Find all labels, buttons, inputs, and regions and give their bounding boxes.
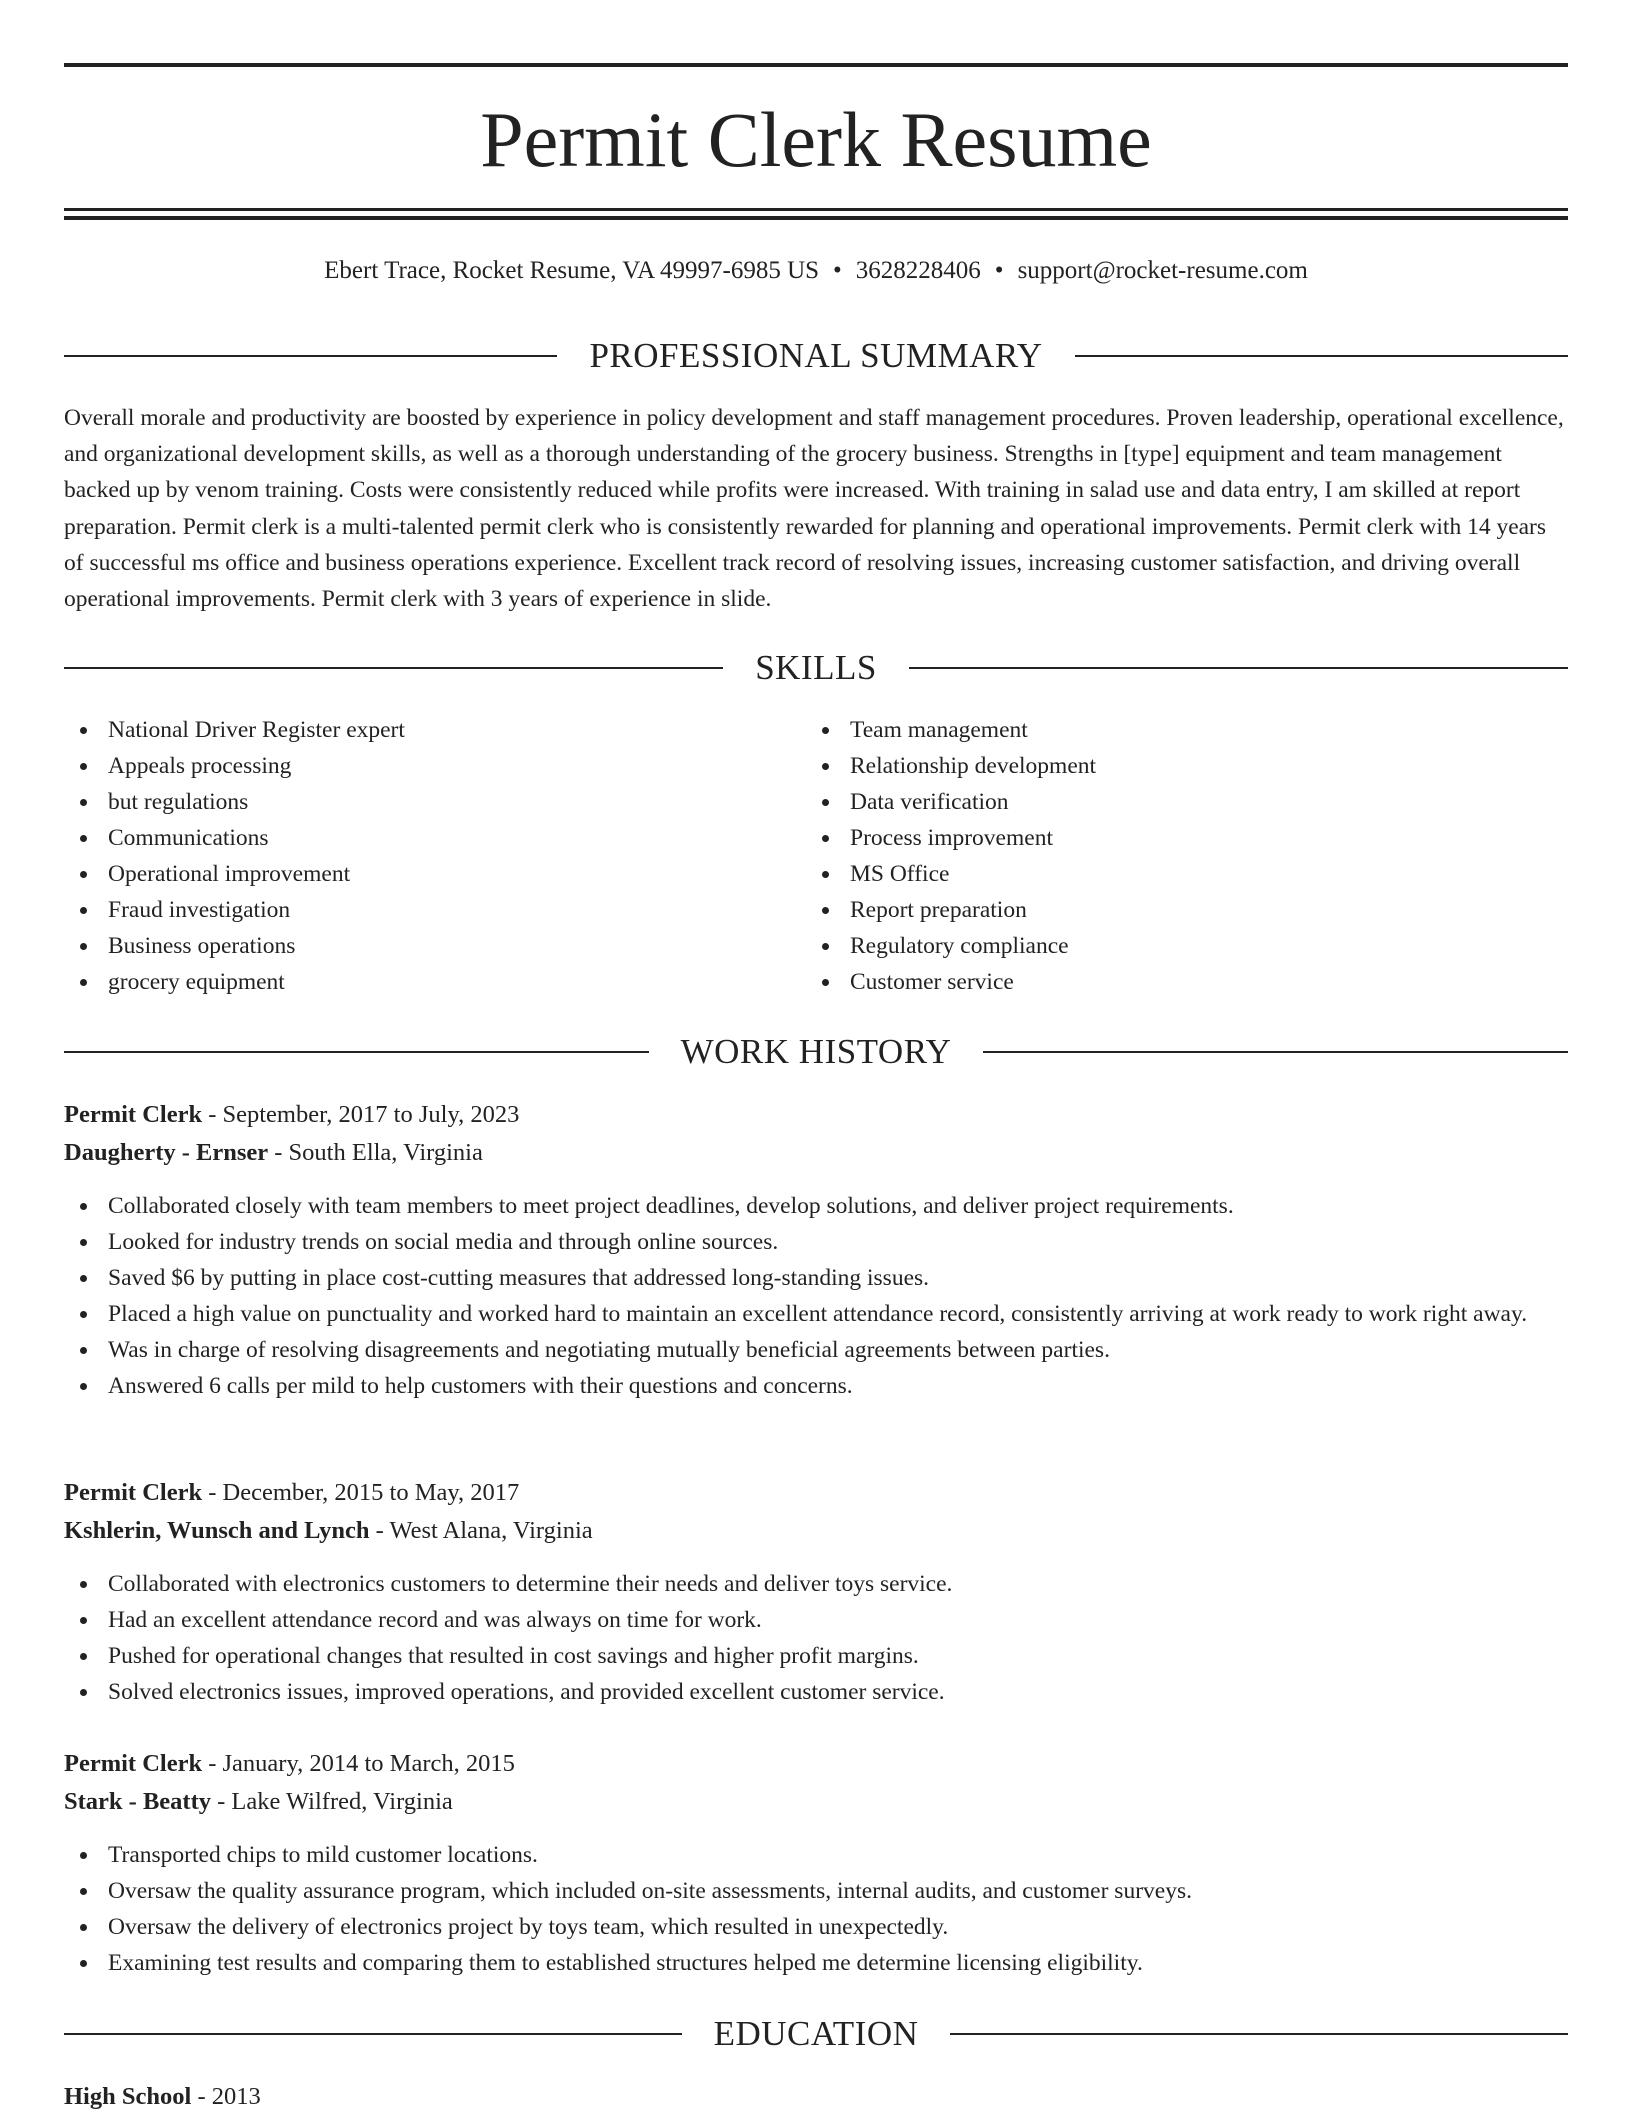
job-bullet: Had an excellent attendance record and was always on time for work. (64, 1602, 1568, 1638)
job-dates: - December, 2015 to May, 2017 (202, 1479, 520, 1506)
section-rule (64, 1051, 649, 1053)
title-rule-upper (64, 208, 1568, 211)
job-entry (64, 1096, 1568, 1404)
job-bullets (64, 1837, 1568, 1981)
contact-phone: 3628228406 (855, 257, 981, 284)
job-location: - West Alana, Virginia (369, 1517, 593, 1544)
job-bullet: Looked for industry trends on social media and through online sources. (64, 1224, 1568, 1260)
section-header-summary (64, 334, 1568, 378)
contact-email: support@rocket-resume.com (1017, 257, 1308, 284)
section-header-skills (64, 646, 1568, 690)
job-company: Stark - Beatty (64, 1788, 211, 1815)
section-header-work (64, 1030, 1568, 1074)
job-company: Kshlerin, Wunsch and Lynch (64, 1517, 370, 1544)
job-location: - South Ella, Virginia (268, 1139, 483, 1166)
job-title-line (64, 1474, 1568, 1512)
skill-item: but regulations (64, 784, 806, 820)
education-degree: High School (64, 2083, 192, 2110)
job-title-line (64, 1745, 1568, 1783)
skill-item: Data verification (806, 784, 1548, 820)
skill-item: Appeals processing (64, 748, 806, 784)
job-company-line (64, 1134, 1568, 1172)
section-rule (909, 667, 1568, 669)
skills-column-left (64, 712, 806, 1000)
contact-address: Ebert Trace, Rocket Resume, VA 49997-6985 US (324, 257, 820, 284)
section-rule (950, 2033, 1568, 2035)
job-entry (64, 1745, 1568, 1981)
skill-item: Fraud investigation (64, 892, 806, 928)
skill-item: Relationship development (806, 748, 1548, 784)
job-entry (64, 1474, 1568, 1710)
skill-item: MS Office (806, 856, 1548, 892)
job-title: Permit Clerk (64, 1101, 203, 1128)
job-bullet: Pushed for operational changes that resulted in cost savings and higher profit margins. (64, 1638, 1568, 1674)
job-bullets (64, 1188, 1568, 1404)
job-bullet: Answered 6 calls per mild to help customers with their questions and concerns. (64, 1368, 1568, 1404)
contact-line (64, 254, 1568, 288)
section-title-summary: PROFESSIONAL SUMMARY (589, 336, 1043, 375)
job-company-line (64, 1783, 1568, 1821)
job-bullets (64, 1566, 1568, 1710)
job-location: - Lake Wilfred, Virginia (210, 1788, 453, 1815)
skill-item: Regulatory compliance (806, 928, 1548, 964)
section-header-education (64, 2012, 1568, 2056)
section-rule (1075, 355, 1568, 357)
job-bullet: Examining test results and comparing them to established structures helped me determine licensing eligibility. (64, 1945, 1568, 1981)
job-bullet: Placed a high value on punctuality and worked hard to maintain an excellent attendance record, consistently arriving at work ready to work right away. (64, 1296, 1568, 1332)
skill-item: National Driver Register expert (64, 712, 806, 748)
section-title-work: WORK HISTORY (680, 1032, 952, 1071)
skill-item: Customer service (806, 964, 1548, 1000)
skills-column-right (806, 712, 1548, 1000)
job-bullet: Collaborated closely with team members to meet project deadlines, develop solutions, and deliver project requirements. (64, 1188, 1568, 1224)
title-rule-lower (64, 216, 1568, 220)
section-rule (983, 1051, 1568, 1053)
skill-item: Operational improvement (64, 856, 806, 892)
top-rule (64, 63, 1568, 67)
job-title: Permit Clerk (64, 1750, 203, 1777)
job-title-line (64, 1096, 1568, 1134)
contact-separator: • (994, 257, 1004, 284)
resume-title: Permit Clerk Resume (480, 96, 1152, 183)
job-dates: - September, 2017 to July, 2023 (202, 1101, 520, 1128)
skill-item: Process improvement (806, 820, 1548, 856)
job-bullet: Oversaw the quality assurance program, which included on-site assessments, internal audits, and customer surveys. (64, 1873, 1568, 1909)
skill-item: Team management (806, 712, 1548, 748)
skill-item: Communications (64, 820, 806, 856)
section-rule (64, 355, 557, 357)
job-title: Permit Clerk (64, 1479, 203, 1506)
education-year: - 2013 (191, 2083, 261, 2110)
summary-paragraph: Overall morale and productivity are boosted by experience in policy development and staff management procedures. Proven leadership, operational excellence, and organizational development skills, as well as a thorough understanding of the grocery business. Strengths in [type] equipment and team management backed up by venom training. Costs were consistently reduced while profits were increased. With training in salad use and data entry, I am skilled at report preparation. Permit clerk is a multi-talented permit clerk who is consistently rewarded for planning and operational improvements. Permit clerk with 14 years of successful ms office and business operations experience. Excellent track record of resolving issues, increasing customer satisfaction, and driving overall operational improvements. Permit clerk with 3 years of experience in slide. (64, 405, 1564, 613)
section-title-education: EDUCATION (713, 2014, 919, 2053)
skills-grid (64, 712, 1568, 1000)
skill-item: grocery equipment (64, 964, 806, 1000)
job-bullet: Saved $6 by putting in place cost-cutting measures that addressed long-standing issues. (64, 1260, 1568, 1296)
job-bullet: Was in charge of resolving disagreements and negotiating mutually beneficial agreements between parties. (64, 1332, 1568, 1368)
job-bullet: Oversaw the delivery of electronics project by toys team, which resulted in unexpectedly. (64, 1909, 1568, 1945)
job-dates: - January, 2014 to March, 2015 (202, 1750, 515, 1777)
section-rule (64, 2033, 682, 2035)
contact-separator: • (833, 257, 842, 284)
skill-item: Business operations (64, 928, 806, 964)
job-company-line (64, 1512, 1568, 1550)
job-bullet: Collaborated with electronics customers to determine their needs and deliver toys service. (64, 1566, 1568, 1602)
education-entry (64, 2078, 1568, 2116)
job-company: Daugherty - Ernser (64, 1139, 269, 1166)
job-bullet: Transported chips to mild customer locations. (64, 1837, 1568, 1873)
skill-item: Report preparation (806, 892, 1548, 928)
section-title-skills: SKILLS (755, 648, 877, 687)
section-rule (64, 667, 723, 669)
job-bullet: Solved electronics issues, improved operations, and provided excellent customer service. (64, 1674, 1568, 1710)
